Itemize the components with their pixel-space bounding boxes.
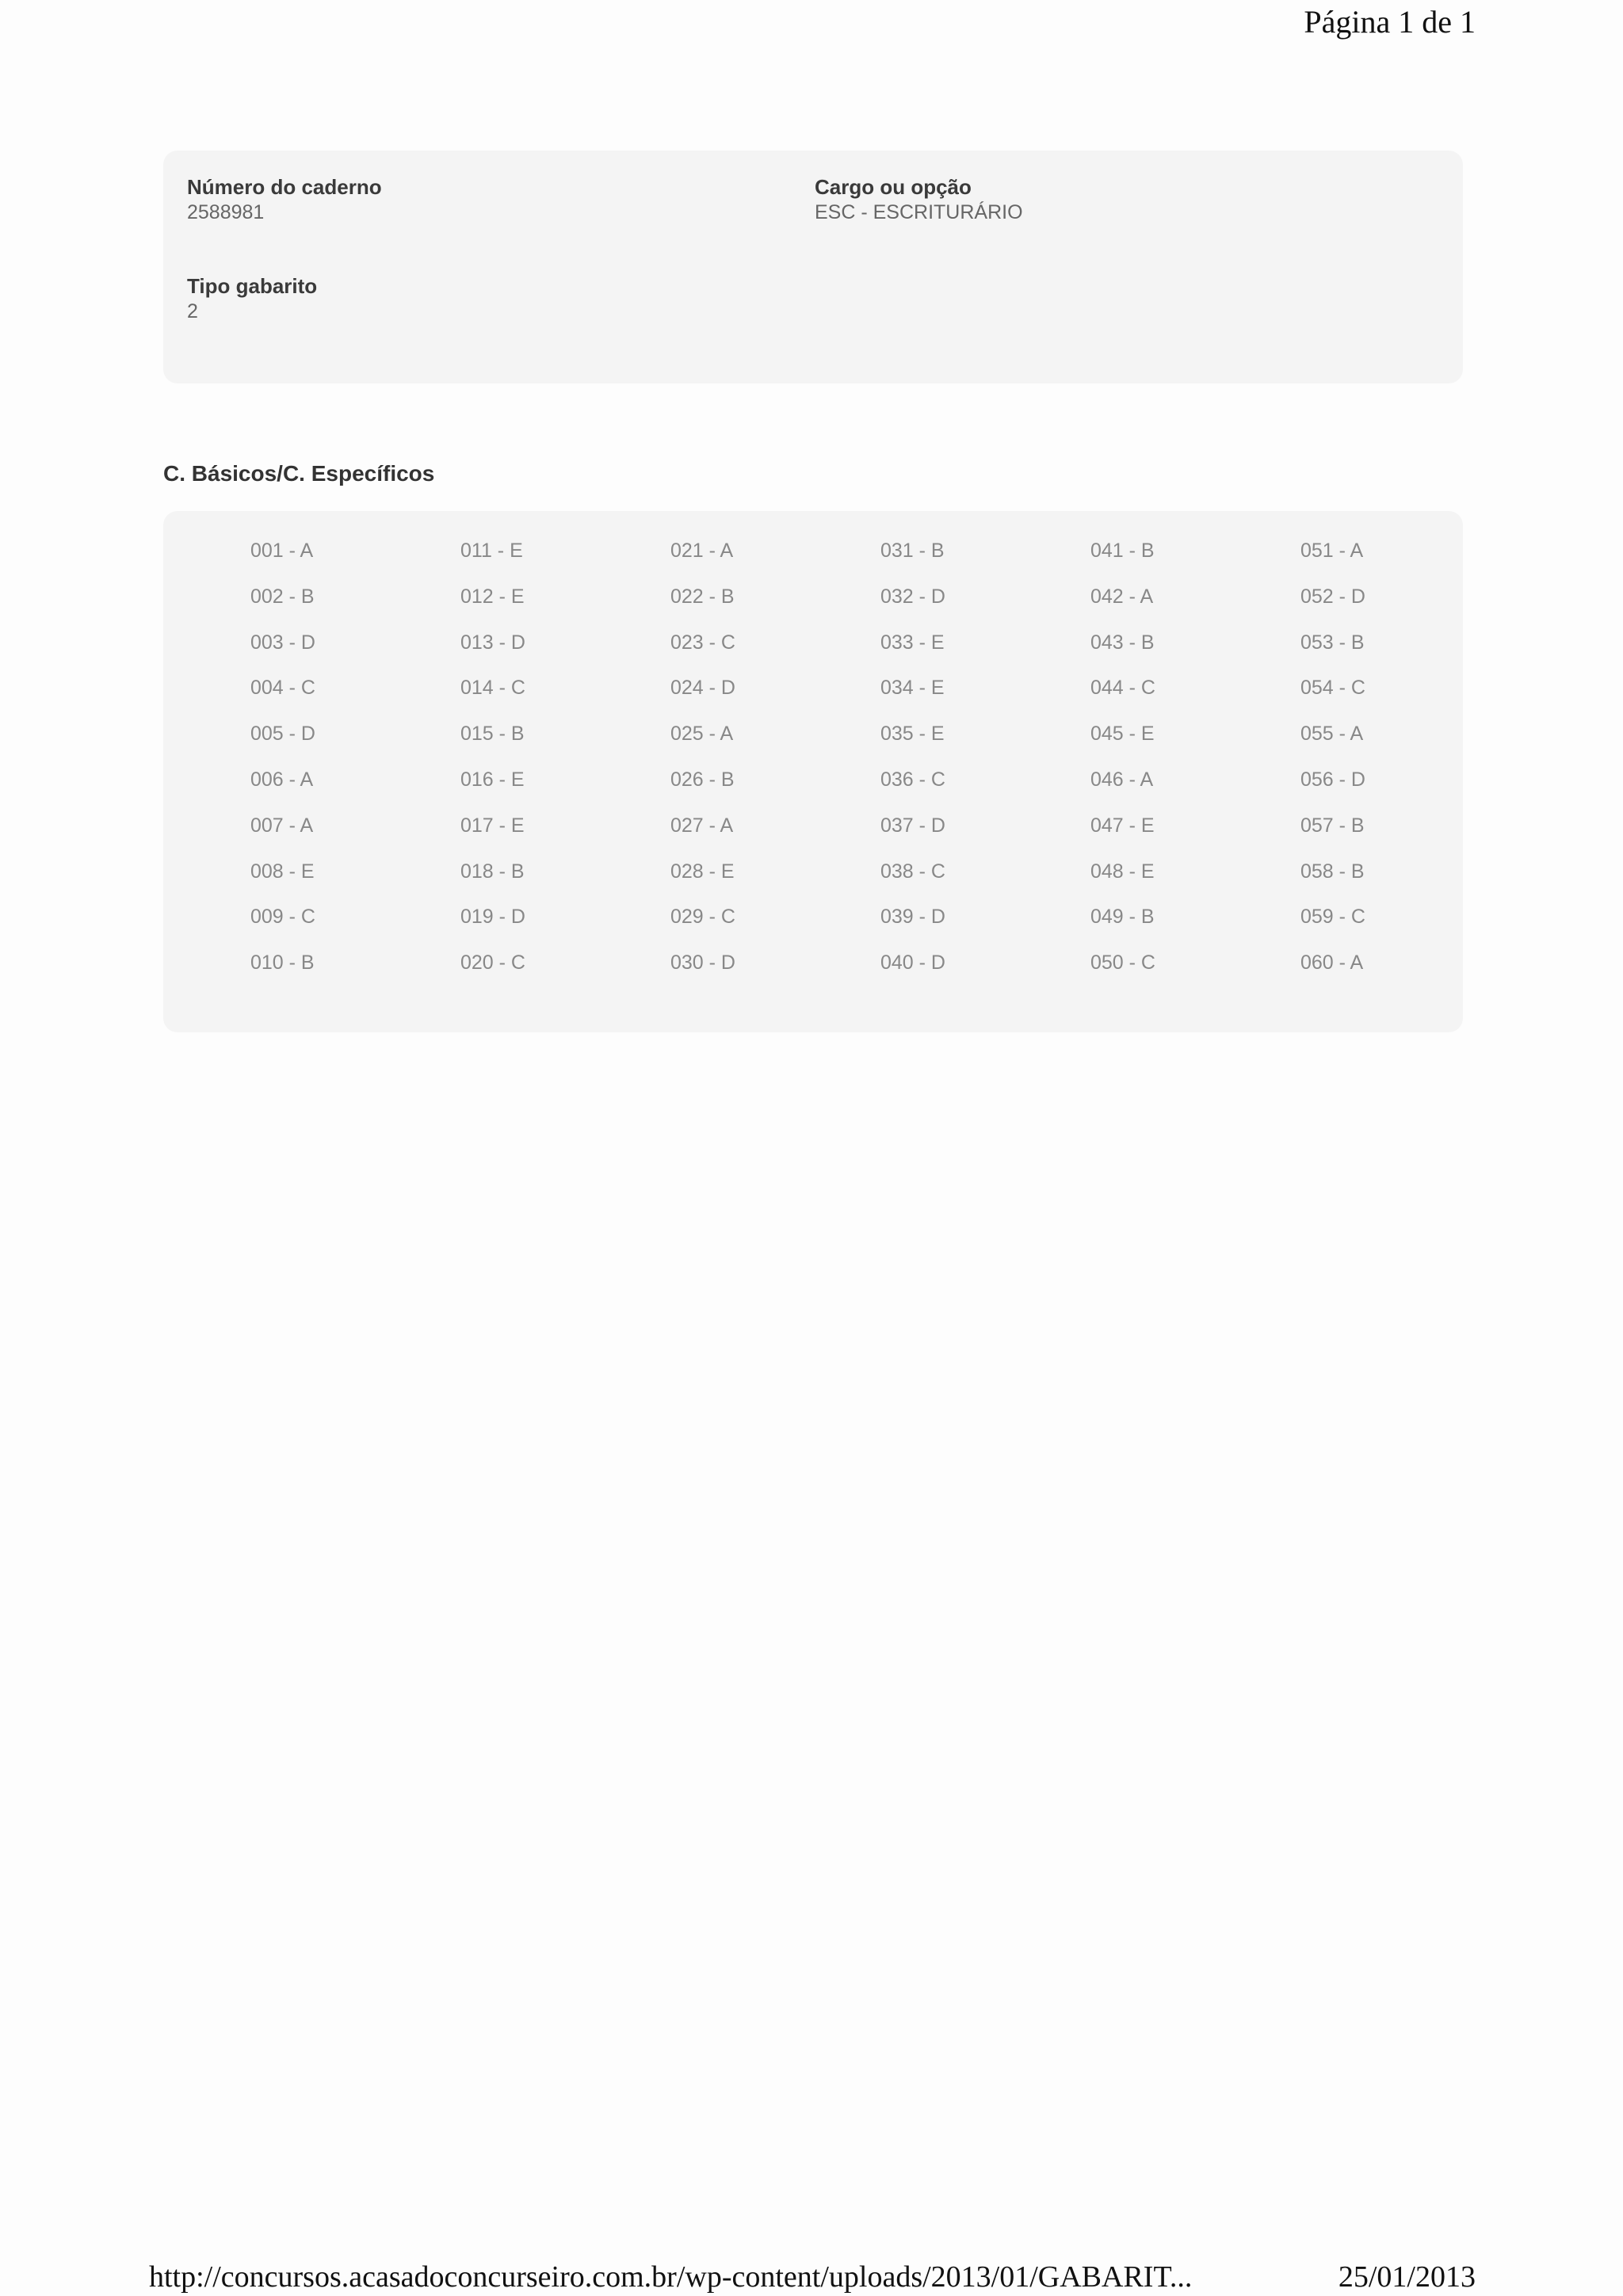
answer-item: 043 - B: [1090, 631, 1155, 654]
answer-item: 051 - A: [1300, 540, 1364, 562]
answer-item: 060 - A: [1300, 952, 1364, 974]
answer-item: 030 - D: [670, 952, 735, 974]
answer-item: 025 - A: [670, 723, 734, 746]
answer-item: 049 - B: [1090, 906, 1155, 929]
caderno-value: 2588981: [187, 201, 265, 223]
answer-item: 022 - B: [670, 585, 735, 608]
answer-item: 059 - C: [1300, 906, 1365, 929]
footer-url: http://concursos.acasadoconcurseiro.com.br/wp-content/uploads/2013/01/GABARIT...: [149, 2260, 1193, 2294]
answer-item: 020 - C: [460, 952, 525, 974]
answer-item: 040 - D: [880, 952, 945, 974]
answer-item: 001 - A: [250, 540, 314, 562]
answer-item: 028 - E: [670, 860, 735, 883]
tipo-field: [187, 273, 317, 324]
answer-item: 047 - E: [1090, 814, 1155, 837]
info-card: [163, 151, 1463, 383]
answer-item: 036 - C: [880, 768, 945, 791]
answer-item: 042 - A: [1090, 585, 1154, 608]
answer-item: 012 - E: [460, 585, 525, 608]
answer-item: 048 - E: [1090, 860, 1155, 883]
answer-item: 035 - E: [880, 723, 945, 746]
answer-item: 039 - D: [880, 906, 945, 929]
answer-item: 019 - D: [460, 906, 525, 929]
answer-item: 002 - B: [250, 585, 315, 608]
answer-item: 027 - A: [670, 814, 734, 837]
answer-item: 016 - E: [460, 768, 525, 791]
cargo-label: Cargo ou opção: [815, 175, 972, 199]
answer-item: 024 - D: [670, 677, 735, 700]
answer-item: 009 - C: [250, 906, 315, 929]
answer-item: 006 - A: [250, 768, 314, 791]
answer-item: 011 - E: [460, 540, 523, 562]
answer-item: 037 - D: [880, 814, 945, 837]
answer-item: 054 - C: [1300, 677, 1365, 700]
answer-item: 052 - D: [1300, 585, 1365, 608]
answer-item: 033 - E: [880, 631, 945, 654]
answer-item: 015 - B: [460, 723, 525, 746]
answer-item: 044 - C: [1090, 677, 1155, 700]
answer-item: 031 - B: [880, 540, 945, 562]
answer-item: 005 - D: [250, 723, 315, 746]
answer-item: 034 - E: [880, 677, 945, 700]
answer-item: 057 - B: [1300, 814, 1365, 837]
answer-item: 023 - C: [670, 631, 735, 654]
tipo-value: 2: [187, 300, 198, 322]
cargo-field: [815, 174, 1023, 225]
answer-item: 046 - A: [1090, 768, 1154, 791]
answer-item: 026 - B: [670, 768, 735, 791]
answer-item: 050 - C: [1090, 952, 1155, 974]
answers-card: [163, 511, 1463, 1032]
answer-item: 029 - C: [670, 906, 735, 929]
answer-item: 045 - E: [1090, 723, 1155, 746]
answer-item: 021 - A: [670, 540, 734, 562]
answer-item: 003 - D: [250, 631, 315, 654]
caderno-field: [187, 174, 382, 225]
answer-item: 010 - B: [250, 952, 315, 974]
tipo-label: Tipo gabarito: [187, 274, 318, 298]
footer-date: 25/01/2013: [1338, 2260, 1476, 2294]
answer-item: 053 - B: [1300, 631, 1365, 654]
answer-item: 032 - D: [880, 585, 945, 608]
cargo-value: ESC - ESCRITURÁRIO: [815, 201, 1023, 223]
section-title: C. Básicos/C. Específicos: [163, 461, 435, 486]
answer-item: 038 - C: [880, 860, 945, 883]
answer-item: 018 - B: [460, 860, 525, 883]
answer-item: 007 - A: [250, 814, 314, 837]
answer-item: 056 - D: [1300, 768, 1365, 791]
caderno-label: Número do caderno: [187, 175, 382, 199]
answer-item: 017 - E: [460, 814, 525, 837]
answer-item: 058 - B: [1300, 860, 1365, 883]
page-number: Página 1 de 1: [1304, 4, 1476, 40]
answers-grid: [250, 538, 1510, 996]
answer-item: 014 - C: [460, 677, 525, 700]
answer-item: 004 - C: [250, 677, 315, 700]
answer-item: 013 - D: [460, 631, 525, 654]
answer-item: 055 - A: [1300, 723, 1364, 746]
answer-item: 008 - E: [250, 860, 315, 883]
answer-item: 041 - B: [1090, 540, 1155, 562]
